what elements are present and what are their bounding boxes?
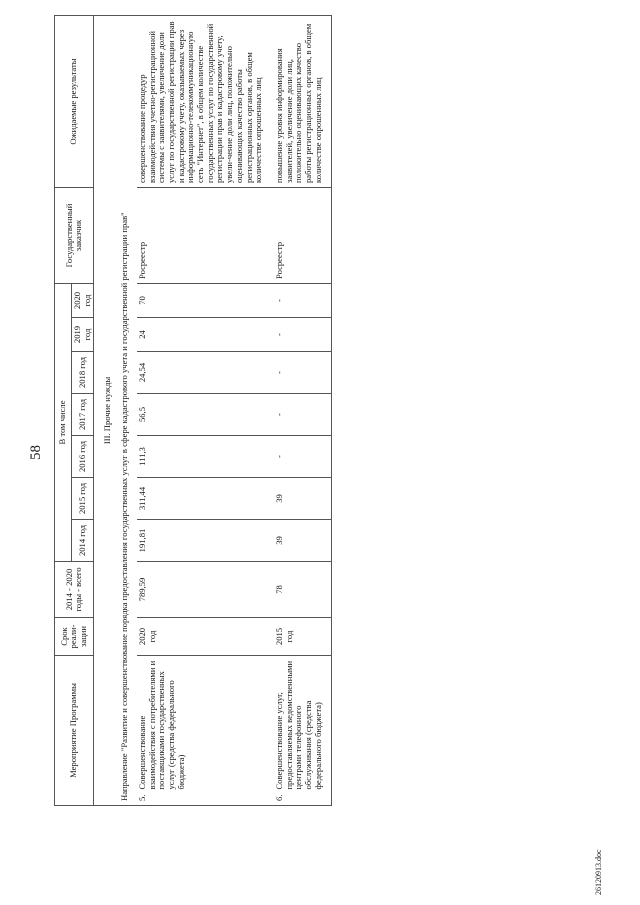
section-title: III. Прочие нужды	[94, 16, 119, 806]
total-cell: 789,59	[137, 562, 265, 618]
term-cell: 2015 год	[265, 618, 332, 656]
row-number: 5.	[136, 794, 147, 801]
header-year: 2015 год	[72, 478, 94, 520]
term-cell: 2020 год	[137, 618, 265, 656]
document-filename: 26120913.doc	[594, 849, 603, 895]
year-2015-cell: 39	[265, 478, 332, 520]
table-row	[137, 16, 265, 806]
year-2014-cell: 39	[265, 520, 332, 562]
header-including: В том числе	[55, 284, 72, 562]
year-2020-cell: 70	[137, 284, 265, 318]
program-table	[54, 15, 332, 806]
header-year: 2018 год	[72, 352, 94, 394]
year-2014-cell: 191,81	[137, 520, 265, 562]
activity-cell	[137, 656, 265, 806]
activity-cell	[265, 656, 332, 806]
year-2019-cell: 24	[137, 318, 265, 352]
year-2016-cell: -	[265, 436, 332, 478]
customer-cell: Росреестр	[137, 188, 265, 284]
activity-name: Совершенствование услуг, предоставляемых ведомственными центрами телефонного обслуживания (средства федерального бюджета)	[273, 660, 323, 790]
year-2016-cell: 111,3	[137, 436, 265, 478]
year-2015-cell: 311,44	[137, 478, 265, 520]
table-row	[265, 16, 332, 806]
header-year: 2017 год	[72, 394, 94, 436]
page-number: 58	[28, 445, 44, 460]
direction-title: Направление "Развитие и совершенствование порядка предоставления государственных услуг в сфере кадастрового учета и государственной регистрации прав"	[119, 16, 137, 806]
row-number: 6.	[273, 794, 284, 801]
year-2018-cell: -	[265, 352, 332, 394]
results-cell: повышение уровня информирования заявителей, увеличение доли лиц, положительно оценивающих качество работы регистрационных органов, в общем количестве опрошенных лиц	[265, 16, 332, 188]
header-year: 2020 год	[72, 284, 94, 318]
header-total: 2014 - 2020 годы - всего	[55, 562, 94, 618]
year-2020-cell: -	[265, 284, 332, 318]
year-2018-cell: 24,54	[137, 352, 265, 394]
year-2017-cell: -	[265, 394, 332, 436]
results-cell: совершенствование процедур взаимодействия учетно-регистрационной системы с заявителями, увеличение доли услуг по государственной регистрации прав и кадастровому учету, оказываемых через информационно-телекоммуникационную сеть "Интернет", в общем количестве государственных услуг по государственной регистрации прав и кадастровому учету, увели-чение доли лиц, положительно оценивающих качество работы регистрационных органов, в общем количестве опрошенных лиц	[137, 16, 265, 188]
customer-cell: Росреестр	[265, 188, 332, 284]
activity-name: Совершенствование взаимодействия с потребителями и поставщиками государственных услуг (средства федерального бюджета)	[136, 660, 186, 790]
year-2017-cell: 56,5	[137, 394, 265, 436]
header-results: Ожидаемые результаты	[55, 16, 94, 188]
header-customer: Государственный заказчик	[55, 188, 94, 284]
year-2019-cell: -	[265, 318, 332, 352]
header-year: 2019 год	[72, 318, 94, 352]
header-year: 2014 год	[72, 520, 94, 562]
header-activity: Мероприятие Программы	[55, 656, 94, 806]
header-term: Срок реали-зации	[55, 618, 94, 656]
total-cell: 78	[265, 562, 332, 618]
header-year: 2016 год	[72, 436, 94, 478]
